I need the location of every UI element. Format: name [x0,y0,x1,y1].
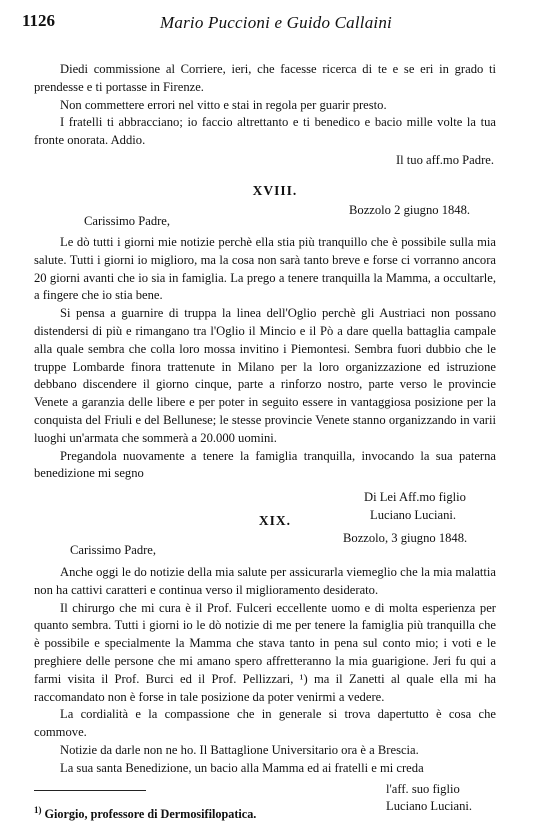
letter-body-xix [34,564,496,816]
footnote-divider [34,790,146,791]
letter-number-xviii: XVIII. [252,183,298,198]
paragraph: Pregandola nuovamente a tenere la famiglia tranquilla, invocando la sua paterna benedizione mi segno [34,448,496,481]
letter-number-xix: XIX. [258,513,292,528]
signature: Luciano Luciani. [386,799,473,814]
dateline-xix: Bozzolo, 3 giugno 1848. [343,531,468,545]
paragraph: Diedi commissione al Corriere, ieri, che facesse ricerca di te e se eri in grado ti prendesse e ti portasse in Firenze. [34,62,496,94]
closing-line: Di Lei Aff.mo figlio [364,490,466,505]
paragraph: I fratelli ti abbracciano; io faccio altrettanto e ti benedico e bacio mille volte la tua fronte onorata. Addio. [34,115,496,148]
closing-line: l'aff. suo figlio [386,781,460,796]
paragraph: Non commettere errori nel vitto e stai in regola per guarir presto. [60,97,387,112]
dateline-xviii: Bozzolo 2 giugno 1848. [349,203,471,217]
salutation-xviii: Carissimo Padre, [84,214,171,228]
paragraph: Notizie da darle non ne ho. Il Battaglione Universitario ora è a Brescia. [60,742,419,757]
page-header [22,11,530,35]
running-title: Mario Puccioni e Guido Callaini [160,13,392,32]
footnote-text: Giorgio, professore di Dermosifilopatica. [44,807,257,822]
previous-letter-ending [34,61,496,170]
letter-body-xviii [34,234,496,525]
paragraph: Il chirurgo che mi cura è il Prof. Fulceri eccellente uomo e di molta esperienza per quanto sembra. Tutti i giorni io le dò notizie di me per tenere la famiglia più tranquilla che è possibile e specialmente la Mamma che stava tanto in pena sul conto mio; i voti e le preghiere delle persone che mi amano spero affretteranno la mia guarigione. Jeri fu qui a farmi visita il Prof. Burci ed il Prof. Pellizzari, ¹) ma il Zanetti al quale ella mi ha raccomandato non è forse in tale posizione da poter venirmi a vedere. [34,600,496,704]
page-number: 1126 [22,11,56,30]
salutation-xix: Carissimo Padre, [70,543,157,557]
footnote-mark: 1) [34,805,42,815]
paragraph: Si pensa a guarnire di truppa la linea dell'Oglio perchè gli Austriaci non possano distendersi di più e rimangano tra l'Oglio il Mincio e il Pò a dare quella battaglia campale alla quale sembra che colla loro mossa invitino i Piemontesi. Sembra fuori dubbio che le truppe Lombarde finora trattenute in Milano per la loro organizzazione ed istruzione debbano discendere il giorno cinque, parte a rinforzo nostro, parte verso le provincie Venete a garanzia delle libere e per poter in seguito essere in vantaggiosa posizione per la conquista del Friuli e del Bellunese; le stesse provincie Venete stanno organizzando in varii luoghi un'armata che sommerà a 20.000 uomini. [34,306,496,445]
paragraph: Anche oggi le do notizie della mia salute per assicurarla viemeglio che la mia malattia non ha cattivi caratteri e continua verso il miglioramento desiderato. [34,565,496,597]
paragraph: Le dò tutti i giorni mie notizie perchè ella stia più tranquillo che è possibile sulla mia salute. Tutti i giorni io miglioro, ma la cosa non sarà tanto breve e forse ci vorranno ancora 20 giorni avanti che io sia in famiglia. La prego a tenere tranquilla la Mamma, a occultarle, a fingere che io stia bene. [34,235,496,303]
footnote [34,805,256,822]
signature: Luciano Luciani. [370,507,457,522]
signoff: Il tuo aff.mo Padre. [395,152,494,167]
paragraph: La cordialità e la compassione che in generale si trova dapertutto è cosa che commove. [34,707,496,740]
paragraph: La sua santa Benedizione, un bacio alla Mamma ed ai fratelli e mi creda [60,760,424,775]
